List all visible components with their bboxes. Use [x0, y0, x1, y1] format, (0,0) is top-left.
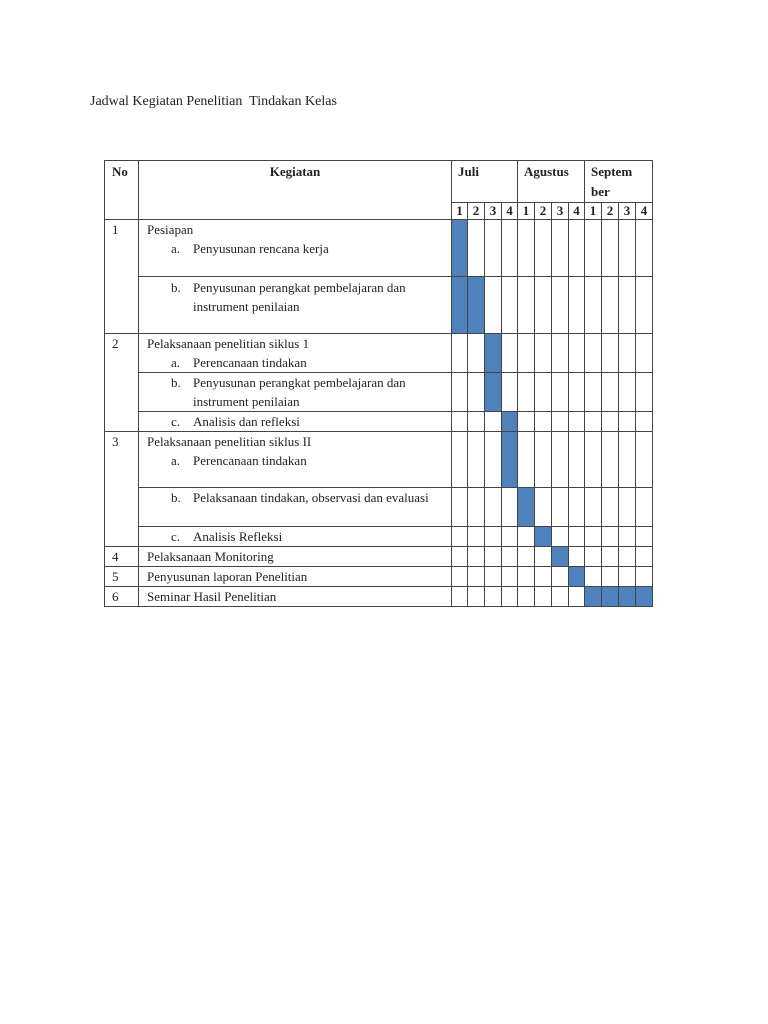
schedule-cell	[535, 220, 552, 277]
schedule-cell	[535, 334, 552, 373]
schedule-cell	[619, 373, 636, 412]
table-row	[105, 412, 653, 432]
schedule-cell	[636, 432, 653, 488]
schedule-cell	[468, 432, 485, 488]
schedule-cell	[518, 412, 535, 432]
schedule-cell	[468, 587, 485, 607]
schedule-cell	[585, 547, 602, 567]
schedule-cell	[518, 527, 535, 547]
schedule-cell	[569, 488, 585, 527]
schedule-bar-cell	[502, 412, 518, 432]
schedule-bar-cell	[535, 527, 552, 547]
schedule-cell	[502, 277, 518, 334]
schedule-cell	[636, 220, 653, 277]
schedule-cell	[619, 432, 636, 488]
schedule-cell	[569, 412, 585, 432]
week-label: 3	[619, 203, 636, 220]
table-row	[105, 527, 653, 547]
schedule-cell	[569, 334, 585, 373]
row-number: 6	[105, 587, 139, 607]
sub-activity-label: a.	[171, 453, 181, 468]
schedule-cell	[485, 220, 502, 277]
schedule-cell	[468, 547, 485, 567]
schedule-cell	[518, 587, 535, 607]
week-label: 3	[552, 203, 569, 220]
schedule-cell	[452, 373, 468, 412]
header-month-juli: Juli	[452, 161, 518, 203]
schedule-cell	[518, 567, 535, 587]
schedule-bar-cell	[636, 587, 653, 607]
schedule-cell	[485, 547, 502, 567]
schedule-cell	[552, 373, 569, 412]
schedule-cell	[452, 527, 468, 547]
schedule-bar-cell	[468, 277, 485, 334]
schedule-cell	[552, 587, 569, 607]
schedule-cell	[535, 432, 552, 488]
schedule-cell	[485, 567, 502, 587]
schedule-cell	[518, 277, 535, 334]
schedule-cell	[518, 547, 535, 567]
document-title: Jadwal Kegiatan Penelitian Tindakan Kelas	[90, 94, 337, 109]
schedule-cell	[552, 432, 569, 488]
schedule-cell	[569, 527, 585, 547]
schedule-cell	[552, 277, 569, 334]
activity-cell	[139, 412, 452, 432]
sub-activity-label: b.	[171, 490, 181, 505]
sub-activity	[147, 527, 451, 546]
schedule-cell	[602, 547, 619, 567]
sub-activity-text: Analisis Refleksi	[193, 529, 283, 544]
schedule-cell	[602, 412, 619, 432]
sub-activity	[147, 277, 451, 316]
schedule-cell	[619, 567, 636, 587]
schedule-cell	[619, 334, 636, 373]
schedule-cell	[619, 488, 636, 527]
header-month-september: Septem ber	[585, 161, 653, 203]
schedule-cell	[569, 373, 585, 412]
sub-activity-label: c.	[171, 414, 181, 429]
schedule-bar-cell	[452, 277, 468, 334]
schedule-cell	[468, 527, 485, 547]
schedule-cell	[485, 432, 502, 488]
schedule-cell	[602, 567, 619, 587]
schedule-cell	[569, 277, 585, 334]
schedule-cell	[552, 488, 569, 527]
week-label: 3	[485, 203, 502, 220]
schedule-cell	[468, 567, 485, 587]
header-month-agustus: Agustus	[518, 161, 585, 203]
schedule-cell	[535, 587, 552, 607]
schedule-cell	[502, 587, 518, 607]
schedule-cell	[452, 488, 468, 527]
activity-title: Pelaksanaan penelitian siklus 1	[147, 336, 310, 351]
schedule-cell	[585, 412, 602, 432]
schedule-cell	[552, 334, 569, 373]
week-label: 4	[569, 203, 585, 220]
schedule-cell	[636, 488, 653, 527]
sub-activity	[147, 451, 451, 470]
schedule-cell	[502, 547, 518, 567]
activity-title: Pelaksanaan penelitian siklus II	[147, 434, 312, 449]
schedule-cell	[569, 220, 585, 277]
schedule-cell	[552, 527, 569, 547]
schedule-cell	[485, 587, 502, 607]
schedule-cell	[502, 373, 518, 412]
schedule-bar-cell	[518, 488, 535, 527]
schedule-cell	[619, 412, 636, 432]
activity-title: Pesiapan	[147, 222, 194, 237]
schedule-cell	[602, 277, 619, 334]
week-label: 2	[535, 203, 552, 220]
schedule-cell	[452, 587, 468, 607]
schedule-cell	[452, 334, 468, 373]
schedule-cell	[569, 587, 585, 607]
header-row-months	[105, 161, 653, 203]
week-label: 2	[468, 203, 485, 220]
sub-activity	[147, 488, 451, 507]
activity-cell	[139, 432, 452, 488]
row-number: 4	[105, 547, 139, 567]
sub-activity	[147, 239, 451, 258]
schedule-cell	[585, 432, 602, 488]
sub-activity-text: Analisis dan refleksi	[193, 414, 300, 429]
schedule-cell	[468, 488, 485, 527]
schedule-cell	[485, 412, 502, 432]
sub-activity-label: b.	[171, 280, 181, 295]
schedule-cell	[636, 373, 653, 412]
schedule-cell	[468, 412, 485, 432]
sub-activity-text: Penyusunan rencana kerja	[193, 241, 329, 256]
schedule-cell	[602, 527, 619, 547]
activity-title: Penyusunan laporan Penelitian	[139, 567, 452, 587]
schedule-cell	[502, 488, 518, 527]
week-label: 4	[502, 203, 518, 220]
week-label: 1	[585, 203, 602, 220]
schedule-cell	[518, 432, 535, 488]
schedule-cell	[518, 334, 535, 373]
schedule-cell	[452, 432, 468, 488]
schedule-cell	[619, 527, 636, 547]
schedule-cell	[619, 277, 636, 334]
schedule-cell	[619, 547, 636, 567]
activity-cell	[139, 220, 452, 277]
schedule-bar-cell	[452, 220, 468, 277]
schedule-bar-cell	[485, 373, 502, 412]
sub-activity-text: Penyusunan perangkat pembelajaran dan instrument penilaian	[193, 280, 406, 314]
schedule-cell	[485, 527, 502, 547]
schedule-cell	[569, 547, 585, 567]
schedule-cell	[636, 412, 653, 432]
schedule-bar-cell	[602, 587, 619, 607]
schedule-cell	[602, 220, 619, 277]
week-label: 1	[518, 203, 535, 220]
schedule-cell	[485, 277, 502, 334]
table-row	[105, 334, 653, 373]
schedule-cell	[485, 488, 502, 527]
activity-cell	[139, 373, 452, 412]
schedule-cell	[518, 373, 535, 412]
activity-cell	[139, 488, 452, 527]
schedule-cell	[452, 547, 468, 567]
week-label: 4	[636, 203, 653, 220]
header-kegiatan: Kegiatan	[139, 161, 452, 220]
week-label: 1	[452, 203, 468, 220]
schedule-cell	[585, 567, 602, 587]
sub-activity-text: Perencanaan tindakan	[193, 453, 307, 468]
schedule-cell	[502, 527, 518, 547]
schedule-cell	[518, 220, 535, 277]
activity-cell	[139, 334, 452, 373]
schedule-cell	[636, 567, 653, 587]
table-row	[105, 488, 653, 527]
schedule-cell	[535, 412, 552, 432]
schedule-cell	[636, 277, 653, 334]
row-number: 5	[105, 567, 139, 587]
week-label: 2	[602, 203, 619, 220]
sub-activity	[147, 373, 451, 411]
schedule-cell	[602, 334, 619, 373]
schedule-cell	[552, 412, 569, 432]
sub-activity-label: c.	[171, 529, 181, 544]
schedule-cell	[468, 373, 485, 412]
schedule-cell	[585, 488, 602, 527]
sub-activity-text: Perencanaan tindakan	[193, 355, 307, 370]
schedule-table	[104, 160, 653, 607]
header-no: No	[105, 161, 139, 220]
table-row	[105, 587, 653, 607]
schedule-cell	[468, 334, 485, 373]
sub-activity-label: a.	[171, 241, 181, 256]
schedule-cell	[585, 220, 602, 277]
schedule-cell	[535, 488, 552, 527]
schedule-bar-cell	[552, 547, 569, 567]
schedule-bar-cell	[485, 334, 502, 373]
schedule-cell	[585, 277, 602, 334]
schedule-cell	[452, 412, 468, 432]
sub-activity	[147, 353, 451, 372]
sub-activity-text: Penyusunan perangkat pembelajaran dan instrument penilaian	[193, 375, 406, 409]
schedule-cell	[569, 432, 585, 488]
table-row	[105, 277, 653, 334]
schedule-cell	[585, 527, 602, 547]
schedule-cell	[452, 567, 468, 587]
table-row	[105, 547, 653, 567]
sub-activity-text: Pelaksanaan tindakan, observasi dan evaluasi	[193, 490, 429, 505]
schedule-cell	[552, 567, 569, 587]
schedule-cell	[535, 567, 552, 587]
table-row	[105, 432, 653, 488]
schedule-bar-cell	[619, 587, 636, 607]
row-number: 2	[105, 334, 139, 432]
schedule-cell	[636, 547, 653, 567]
schedule-cell	[535, 277, 552, 334]
schedule-cell	[585, 334, 602, 373]
schedule-bar-cell	[569, 567, 585, 587]
row-number: 3	[105, 432, 139, 547]
activity-cell	[139, 277, 452, 334]
schedule-cell	[502, 220, 518, 277]
schedule-cell	[535, 547, 552, 567]
sub-activity-label: b.	[171, 375, 181, 390]
schedule-cell	[535, 373, 552, 412]
schedule-cell	[602, 488, 619, 527]
activity-cell	[139, 527, 452, 547]
schedule-cell	[636, 527, 653, 547]
sub-activity-label: a.	[171, 355, 181, 370]
schedule-cell	[502, 567, 518, 587]
table-row	[105, 567, 653, 587]
schedule-cell	[585, 373, 602, 412]
schedule-bar-cell	[502, 432, 518, 488]
table-row	[105, 373, 653, 412]
schedule-bar-cell	[585, 587, 602, 607]
sub-activity	[147, 412, 451, 431]
activity-title: Seminar Hasil Penelitian	[139, 587, 452, 607]
schedule-cell	[636, 334, 653, 373]
schedule-cell	[552, 220, 569, 277]
schedule-cell	[619, 220, 636, 277]
row-number: 1	[105, 220, 139, 334]
table-row	[105, 220, 653, 277]
activity-title: Pelaksanaan Monitoring	[139, 547, 452, 567]
schedule-cell	[468, 220, 485, 277]
schedule-cell	[502, 334, 518, 373]
schedule-cell	[602, 373, 619, 412]
schedule-cell	[602, 432, 619, 488]
